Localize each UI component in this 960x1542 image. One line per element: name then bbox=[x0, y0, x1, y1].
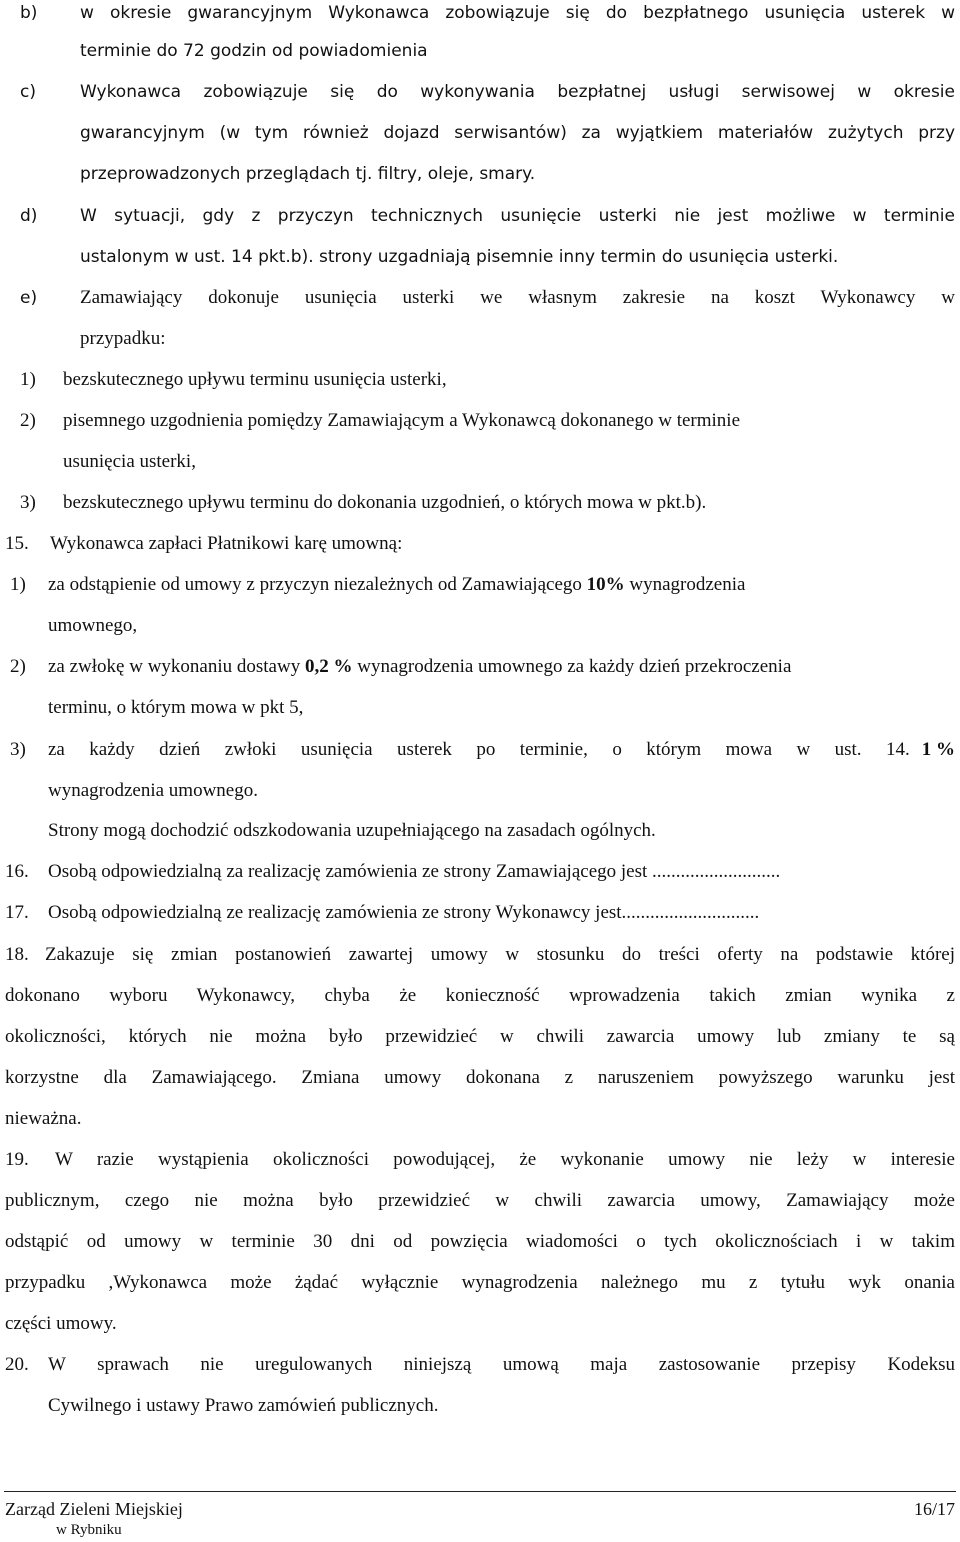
section-e-item-2-text-2: usunięcia usterki, bbox=[63, 451, 196, 472]
para-15-note bbox=[0, 819, 960, 843]
para-17-num: 17. bbox=[5, 902, 29, 923]
section-e-item-2 bbox=[0, 409, 960, 433]
section-e-item-3-num: 3) bbox=[20, 492, 36, 513]
para-15-item-1-text-2: umownego, bbox=[48, 615, 138, 636]
para-16 bbox=[0, 860, 960, 884]
section-d-line1 bbox=[0, 204, 960, 228]
section-c-line3 bbox=[0, 162, 960, 186]
para-18-text-3: okoliczności, których nie można było przewidzieć w chwili zawarcia umowy lub zmiany te są bbox=[5, 1026, 955, 1047]
para-20-line1 bbox=[0, 1353, 960, 1377]
para-19-text-1: W razie wystąpienia okoliczności powodującej, że wykonanie umowy nie leży w interesie bbox=[55, 1149, 955, 1170]
para-17 bbox=[0, 901, 960, 925]
para-19-text-5: części umowy. bbox=[5, 1313, 117, 1334]
footer-divider bbox=[4, 1491, 956, 1492]
para-15-num: 15. bbox=[5, 533, 29, 554]
section-c-line1 bbox=[0, 80, 960, 104]
section-e-item-3-text: bezskutecznego upływu terminu do dokonania uzgodnień, o których mowa w pkt.b). bbox=[63, 492, 707, 513]
section-b-label: b) bbox=[20, 3, 38, 23]
para-15-item-3-text-2: wynagrodzenia umownego. bbox=[48, 780, 258, 801]
para-19-line5 bbox=[0, 1312, 960, 1336]
para-15-item-1-after: wynagrodzenia bbox=[624, 574, 746, 595]
para-18-text-4: korzystne dla Zamawiającego. Zmiana umowy dokonana z naruszeniem powyższego warunku jest bbox=[5, 1067, 955, 1088]
para-18-line4 bbox=[0, 1066, 960, 1090]
para-15-item-3-line2 bbox=[0, 779, 960, 803]
para-15-item-3-bold: 1 % bbox=[921, 739, 955, 760]
para-15-item-2-text-2: terminu, o którym mowa w pkt 5, bbox=[48, 697, 304, 718]
para-16-text: Osobą odpowiedzialną za realizację zamówienia ze strony Zamawiającego jest ........................... bbox=[48, 861, 781, 882]
section-e-item-1 bbox=[0, 368, 960, 392]
para-20-num: 20. bbox=[5, 1354, 29, 1375]
para-20-text-1: W sprawach nie uregulowanych niniejszą umową maja zastosowanie przepisy Kodeksu bbox=[48, 1354, 955, 1375]
para-19-line3 bbox=[0, 1230, 960, 1254]
para-19-text-3: odstąpić od umowy w terminie 30 dni od powzięcia wiadomości o tych okolicznościach i w takim bbox=[5, 1231, 955, 1252]
footer-line2 bbox=[0, 1518, 960, 1542]
para-19-line1 bbox=[0, 1148, 960, 1172]
section-d-text: W sytuacji, gdy z przyczyn technicznych usunięcie usterki nie jest możliwe w terminie bbox=[80, 206, 955, 226]
para-18-text-5: nieważna. bbox=[5, 1108, 82, 1129]
section-b-text-2: terminie do 72 godzin od powiadomienia bbox=[80, 41, 428, 61]
section-e-item-2-num: 2) bbox=[20, 410, 36, 431]
para-15-note-text: Strony mogą dochodzić odszkodowania uzupełniającego na zasadach ogólnych. bbox=[48, 820, 656, 841]
section-e-item-1-text: bezskutecznego upływu terminu usunięcia usterki, bbox=[63, 369, 447, 390]
para-15-text: Wykonawca zapłaci Płatnikowi karę umowną: bbox=[50, 533, 403, 554]
section-d-label: d) bbox=[20, 206, 38, 226]
para-15 bbox=[0, 532, 960, 556]
section-e-label: e) bbox=[20, 288, 38, 308]
para-15-item-3 bbox=[0, 738, 960, 762]
footer-city: w Rybniku bbox=[56, 1522, 122, 1538]
para-18-text-2: dokonano wyboru Wykonawcy, chyba że konieczność wprowadzenia takich zmian wynika z bbox=[5, 985, 955, 1006]
section-d-line2 bbox=[0, 245, 960, 269]
section-c-text-3: przeprowadzonych przeglądach tj. filtry, oleje, smary. bbox=[80, 164, 536, 184]
section-b-text: w okresie gwarancyjnym Wykonawca zobowiązuje się do bezpłatnego usunięcia usterek w bbox=[80, 3, 955, 23]
para-18-text-1: Zakazuje się zmian postanowień zawartej umowy w stosunku do treści oferty na podstawie której bbox=[45, 944, 955, 965]
section-e-text: Zamawiający dokonuje usunięcia usterki we własnym zakresie na koszt Wykonawcy w bbox=[80, 287, 955, 308]
section-b-line2 bbox=[0, 39, 960, 63]
para-15-item-1-bold: 10% bbox=[586, 574, 625, 595]
para-19-text-2: publicznym, czego nie można było przewidzieć w chwili zawarcia umowy, Zamawiający może bbox=[5, 1190, 955, 1211]
para-16-num: 16. bbox=[5, 861, 29, 882]
para-15-item-2-text: za zwłokę w wykonaniu dostawy bbox=[48, 656, 305, 677]
para-15-item-1-text: za odstąpienie od umowy z przyczyn niezależnych od Zamawiającego bbox=[48, 574, 587, 595]
section-d-text-2: ustalonym w ust. 14 pkt.b). strony uzgadniają pisemnie inny termin do usunięcia usterki. bbox=[80, 247, 839, 267]
footer-org: Zarząd Zieleni Miejskiej bbox=[5, 1499, 183, 1519]
para-20-line2 bbox=[0, 1394, 960, 1418]
para-17-text: Osobą odpowiedzialną ze realizację zamówienia ze strony Wykonawcy jest............................. bbox=[48, 902, 760, 923]
page-number: 16/17 bbox=[913, 1499, 955, 1519]
para-15-item-2-num: 2) bbox=[10, 656, 26, 677]
section-e-text-2: przypadku: bbox=[80, 328, 166, 349]
section-b-line1 bbox=[0, 1, 960, 25]
section-c-label: c) bbox=[20, 82, 36, 102]
para-18-line2 bbox=[0, 984, 960, 1008]
section-c-text-2: gwarancyjnym (w tym również dojazd serwisantów) za wyjątkiem materiałów zużytych przy bbox=[80, 123, 955, 143]
para-18-num: 18. bbox=[5, 944, 29, 965]
para-20-text-2: Cywilnego i ustawy Prawo zamówień publicznych. bbox=[48, 1395, 439, 1416]
section-e-item-3 bbox=[0, 491, 960, 515]
para-15-item-2-line2 bbox=[0, 696, 960, 720]
para-19-line4 bbox=[0, 1271, 960, 1295]
section-e-item-1-num: 1) bbox=[20, 369, 36, 390]
para-18-line1 bbox=[0, 943, 960, 967]
section-c-text: Wykonawca zobowiązuje się do wykonywania bezpłatnej usługi serwisowej w okresie bbox=[80, 82, 955, 102]
para-15-item-1-line2 bbox=[0, 614, 960, 638]
para-15-item-3-text: za każdy dzień zwłoki usunięcia usterek po terminie, o którym mowa w ust. 14. bbox=[48, 739, 910, 760]
para-15-item-2 bbox=[0, 655, 960, 679]
para-15-item-1 bbox=[0, 573, 960, 597]
para-15-item-2-after: wynagrodzenia umownego za każdy dzień przekroczenia bbox=[352, 656, 792, 677]
para-18-line3 bbox=[0, 1025, 960, 1049]
section-e-item-2-line2 bbox=[0, 450, 960, 474]
section-e-line1 bbox=[0, 286, 960, 310]
para-19-text-4: przypadku ,Wykonawca może żądać wyłącznie wynagrodzenia należnego mu z tytułu wyk onania bbox=[5, 1272, 955, 1293]
para-19-line2 bbox=[0, 1189, 960, 1213]
section-e-item-2-text: pisemnego uzgodnienia pomiędzy Zamawiającym a Wykonawcą dokonanego w terminie bbox=[63, 410, 741, 431]
para-15-item-1-num: 1) bbox=[10, 574, 26, 595]
section-c-line2 bbox=[0, 121, 960, 145]
para-15-item-2-bold: 0,2 % bbox=[304, 656, 353, 677]
para-19-num: 19. bbox=[5, 1149, 29, 1170]
para-15-item-3-num: 3) bbox=[10, 739, 26, 760]
para-18-line5 bbox=[0, 1107, 960, 1131]
section-e-line2 bbox=[0, 327, 960, 351]
